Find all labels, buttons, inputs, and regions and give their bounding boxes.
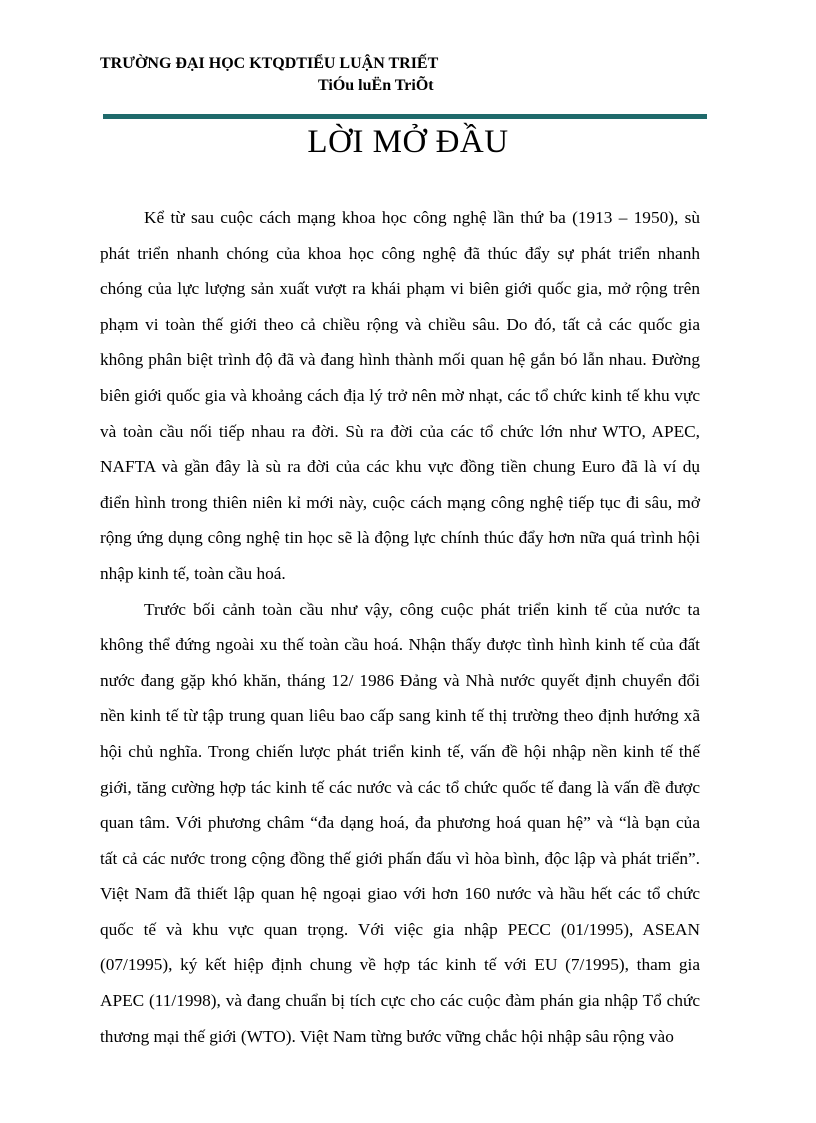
paragraph-1-line: phát triển nhanh chóng của khoa học công nghệ đã thúc đẩy sự phát triển nhanh — [100, 243, 700, 263]
page-title: LỜI MỞ ĐẦU — [307, 124, 509, 160]
paragraph-2-line: quốc tế và khu vực quan trọng. Với việc gia nhập PECC (01/1995), ASEAN — [100, 919, 700, 939]
paragraph-1-line: chóng của lực lượng sản xuất vượt ra khái phạm vi biên giới quốc gia, mở rộng trên — [100, 279, 700, 299]
header-subtitle: TiÓu luËn TriÕt — [318, 77, 434, 94]
paragraph-1-line: phạm vi toàn thế giới theo cả chiều rộng và chiều sâu. Do đó, tất cả các quốc gia — [100, 314, 700, 334]
paragraph-2-line: không thể đứng ngoài xu thế toàn cầu hoá. Nhận thấy được tình hình kinh tế của đất — [100, 635, 700, 655]
paragraph-1-line: NAFTA và gần đây là sù ra đời của các khu vực đồng tiền chung Euro đã là ví dụ — [100, 457, 700, 477]
paragraph-2-line: nước đang gặp khó khăn, tháng 12/ 1986 Đảng và Nhà nước quyết định chuyển đổi — [100, 670, 700, 690]
paragraph-2-line: quan tâm. Với phương châm “đa dạng hoá, đa phương hoá quan hệ” và “là bạn của — [100, 813, 700, 833]
paragraph-2-line: (07/1995), ký kết hiệp định chung về hợp tác kinh tế với EU (7/1995), tham gia — [100, 955, 700, 975]
paragraph-1-line: điển hình trong thiên niên kỉ mới này, cuộc cách mạng công nghệ tiếp tục đi sâu, mở — [100, 492, 700, 512]
paragraph-2-line: hội chủ nghĩa. Trong chiến lược phát triển kinh tế, vấn đề hội nhập nền kinh tế thế — [100, 741, 700, 761]
paragraph-2-line: giới, tăng cường hợp tác kinh tế các nước và các tổ chức quốc tế đang là vấn đề được — [100, 777, 700, 797]
paragraph-1-line: biên giới quốc gia và khoảng cách địa lý trở nên mờ nhạt, các tổ chức kinh tế khu vực — [100, 385, 700, 405]
paragraph-2-line: nền kinh tế từ tập trung quan liêu bao cấp sang kinh tế thị trường theo định hướng xã — [100, 706, 700, 726]
paragraph-2-line: Việt Nam đã thiết lập quan hệ ngoại giao với hơn 160 nước và hầu hết các tổ chức — [100, 884, 700, 904]
paragraph-2-line: thương mại thế giới (WTO). Việt Nam từng bước vững chắc hội nhập sâu rộng vào — [100, 1026, 674, 1046]
paragraph-2-line: tất cả các nước trong cộng đồng thế giới phấn đấu vì hòa bình, độc lập và phát triển”. — [100, 848, 700, 868]
paragraph-1-line: rộng ứng dụng công nghệ tin học sẽ là động lực chính thúc đẩy hơn nữa quá trình hội — [100, 528, 700, 548]
header-school-name: TRƯỜNG ĐẠI HỌC KTQDTIỂU LUẬN TRIẾT — [100, 55, 439, 72]
paragraph-1-line: không phân biệt trình độ đã và đang hình thành mối quan hệ gắn bó lẫn nhau. Đường — [100, 350, 700, 370]
paragraph-1-line: Kể từ sau cuộc cách mạng khoa học công nghệ lần thứ ba (1913 – 1950), sù — [144, 208, 700, 227]
paragraph-2-line: APEC (11/1998), và đang chuẩn bị tích cực cho các cuộc đàm phán gia nhập Tổ chức — [100, 991, 700, 1011]
paragraph-2-line: Trước bối cảnh toàn cầu như vậy, công cuộc phát triển kinh tế của nước ta — [144, 599, 700, 619]
paragraph-1-line: nhập kinh tế, toàn cầu hoá. — [100, 563, 286, 583]
header-divider — [103, 114, 707, 119]
body-text — [100, 205, 700, 1059]
paragraph-1-line: và toàn cầu nối tiếp nhau ra đời. Sù ra đời của các tổ chức lớn như WTO, APEC, — [100, 421, 700, 441]
